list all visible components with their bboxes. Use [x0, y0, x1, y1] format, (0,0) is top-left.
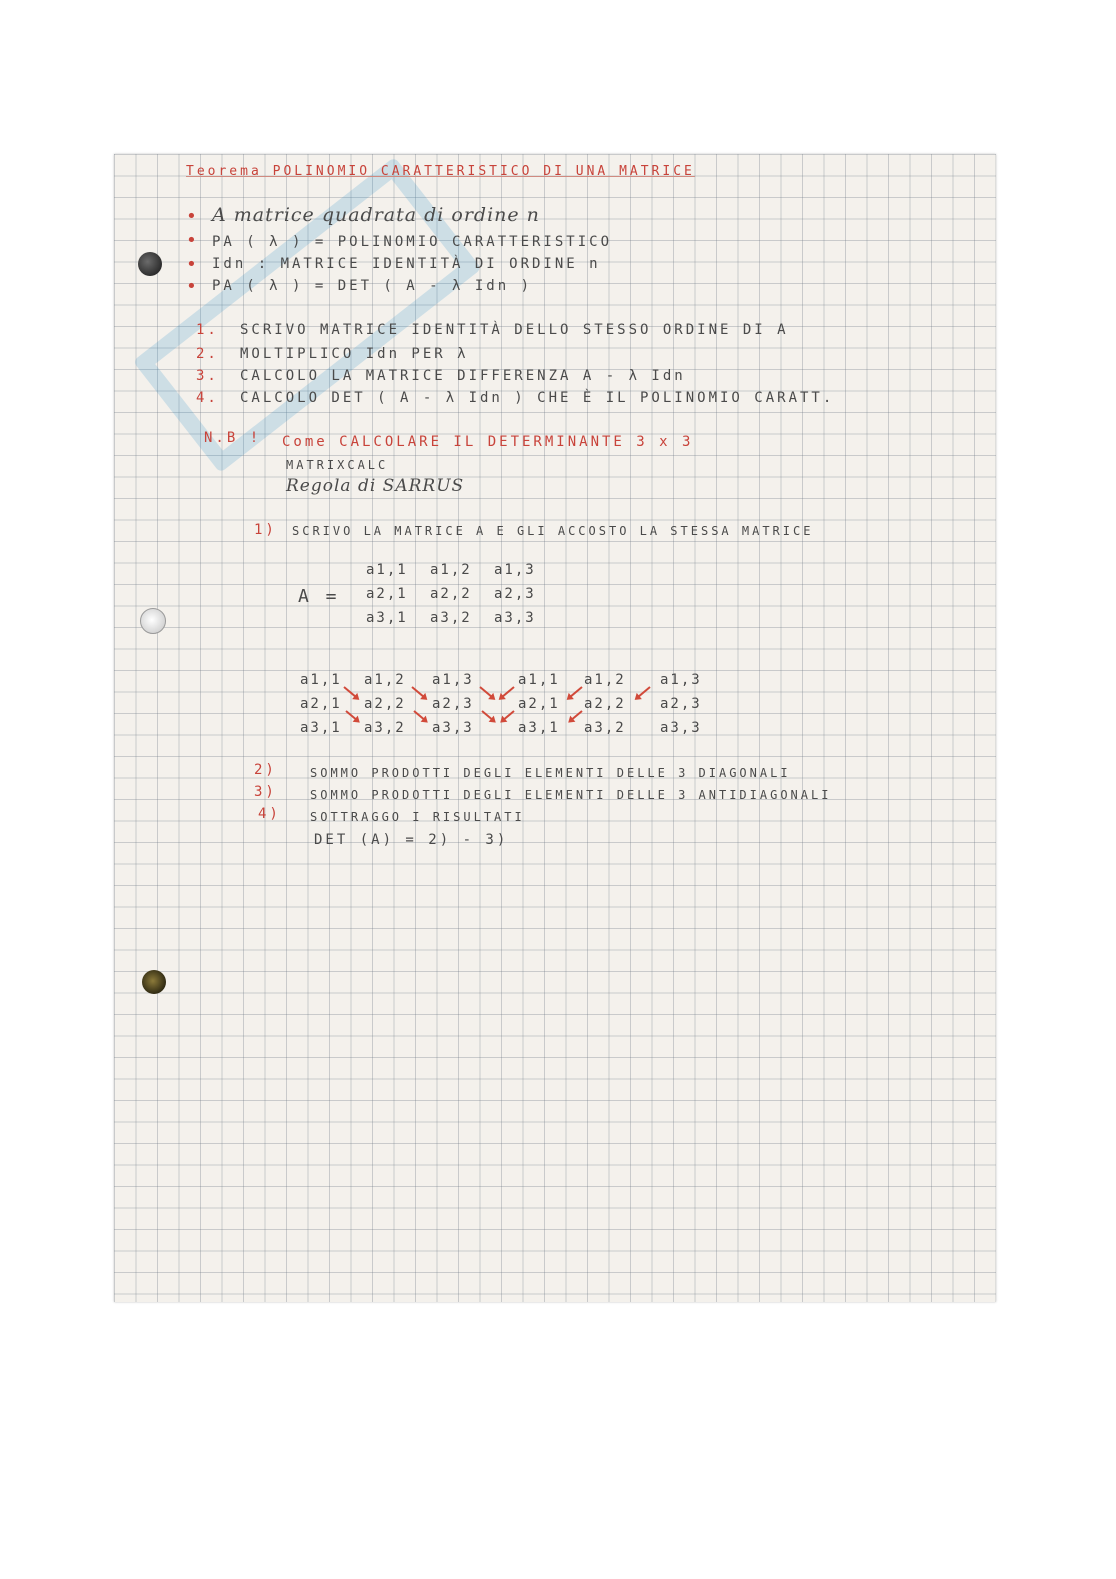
bullet-text: A matrice quadrata di ordine n — [212, 204, 540, 226]
sarrus-step-text: SOTTRAGGO I RISULTATI — [310, 810, 525, 824]
extended-matrix-cell: a2,2 — [584, 696, 626, 712]
diagonal-arrow — [411, 686, 426, 699]
extended-matrix-cell: a2,3 — [660, 696, 702, 712]
nb-sarrus: Regola di SARRUS — [286, 476, 465, 496]
extended-matrix-cell: a1,3 — [660, 672, 702, 688]
extended-matrix-cell: a3,2 — [364, 720, 406, 736]
extended-matrix-cell: a2,2 — [364, 696, 406, 712]
step-text: CALCOLO LA MATRICE DIFFERENZA A - λ Idn — [240, 368, 686, 384]
step-number: 1. — [196, 322, 219, 338]
sarrus-step-text: SOMMO PRODOTTI DEGLI ELEMENTI DELLE 3 ANTIDIAGONALI — [310, 788, 832, 802]
extended-matrix-cell: a2,3 — [432, 696, 474, 712]
nb-label: N.B ! — [204, 430, 262, 446]
binder-hole — [142, 970, 166, 994]
nb-heading: Come CALCOLARE IL DETERMINANTE 3 x 3 — [282, 434, 694, 450]
matrix-cell: a3,3 — [494, 610, 536, 626]
diagonal-arrow — [413, 710, 427, 722]
extended-matrix-cell: a3,2 — [584, 720, 626, 736]
antidiagonal-arrow — [568, 686, 583, 699]
sarrus-step-number: 2) — [254, 762, 277, 778]
matrix-cell: a3,1 — [366, 610, 408, 626]
bullet-dot: • — [186, 276, 200, 297]
binder-hole — [140, 608, 166, 634]
binder-hole — [138, 252, 162, 276]
page-title: Teorema POLINOMIO CARATTERISTICO DI UNA MATRICE — [186, 164, 695, 179]
step-text: MOLTIPLICO Idn PER λ — [240, 346, 469, 362]
extended-matrix-cell: a2,1 — [300, 696, 342, 712]
bullet-dot: • — [186, 206, 200, 227]
sarrus-step-number: 1) — [254, 522, 277, 538]
extended-matrix-cell: a2,1 — [518, 696, 560, 712]
bullet-text: Idn : MATRICE IDENTITÀ DI ORDINE n — [212, 256, 601, 272]
diagonal-arrow — [345, 710, 359, 722]
extended-matrix-cell: a1,2 — [364, 672, 406, 688]
step-text: CALCOLO DET ( A - λ Idn ) CHE È IL POLINOMIO CARATT. — [240, 390, 835, 406]
extended-matrix-cell: a3,1 — [518, 720, 560, 736]
sarrus-step-number: 3) — [254, 784, 277, 800]
matrix-label: A = — [298, 586, 340, 607]
bullet-text: PA ( λ ) = DET ( A - λ Idn ) — [212, 278, 533, 294]
antidiagonal-arrow — [501, 710, 515, 722]
bullet-dot: • — [186, 254, 200, 275]
notebook-page — [114, 154, 996, 1302]
matrix-cell: a2,3 — [494, 586, 536, 602]
extended-matrix-cell: a1,1 — [300, 672, 342, 688]
extended-matrix-cell: a3,3 — [432, 720, 474, 736]
matrix-cell: a2,2 — [430, 586, 472, 602]
det-formula: DET (A) = 2) - 3) — [314, 832, 509, 848]
extended-matrix-cell: a3,1 — [300, 720, 342, 736]
extended-matrix-cell: a1,2 — [584, 672, 626, 688]
diagonal-arrow — [479, 686, 494, 699]
extended-matrix-cell: a1,1 — [518, 672, 560, 688]
step-number: 2. — [196, 346, 219, 362]
antidiagonal-arrow — [569, 710, 583, 722]
matrix-cell: a3,2 — [430, 610, 472, 626]
matrix-cell: a2,1 — [366, 586, 408, 602]
sarrus-step-number: 4) — [258, 806, 281, 822]
sarrus-step-text: SCRIVO LA MATRICE A E GLI ACCOSTO LA STESSA MATRICE — [292, 524, 814, 538]
extended-matrix-cell: a1,3 — [432, 672, 474, 688]
step-number: 4. — [196, 390, 219, 406]
diagonal-arrow — [343, 686, 358, 699]
matrix-cell: a1,3 — [494, 562, 536, 578]
matrix-cell: a1,2 — [430, 562, 472, 578]
bullet-text: PA ( λ ) = POLINOMIO CARATTERISTICO — [212, 234, 613, 250]
antidiagonal-arrow — [500, 686, 515, 699]
extended-matrix-cell: a3,3 — [660, 720, 702, 736]
bullet-dot: • — [186, 230, 200, 251]
sarrus-step-text: SOMMO PRODOTTI DEGLI ELEMENTI DELLE 3 DIAGONALI — [310, 766, 791, 780]
antidiagonal-arrow — [636, 686, 651, 699]
nb-matrixcalc: MATRIXCALC — [286, 458, 389, 472]
diagonal-arrow — [481, 710, 495, 722]
step-number: 3. — [196, 368, 219, 384]
matrix-cell: a1,1 — [366, 562, 408, 578]
step-text: SCRIVO MATRICE IDENTITÀ DELLO STESSO ORDINE DI A — [240, 322, 789, 338]
